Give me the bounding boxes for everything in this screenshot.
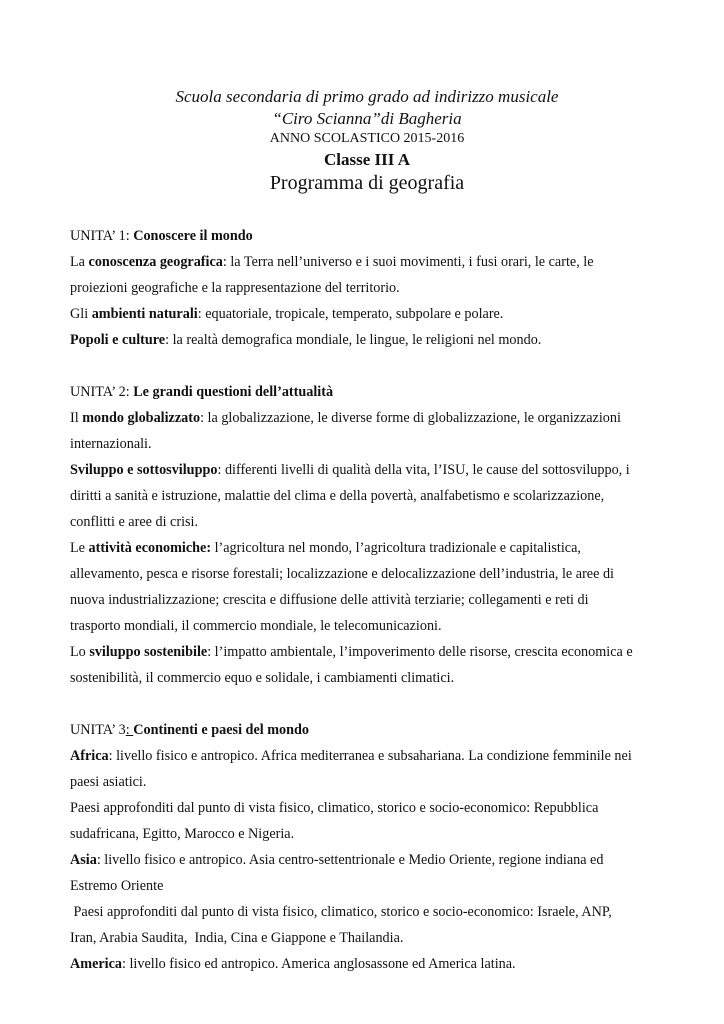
unit-2-line [70,457,674,483]
keyword: conoscenza geografica [88,254,223,270]
unit-3-colon: : [125,722,134,738]
text-span: : livello fisico e antropico. Asia centro-settentrionale e Medio Oriente, regione indiana ed [96,852,604,868]
class-title: Classe III A [324,150,410,169]
text-span: Le [70,540,89,556]
unit-3-title: Continenti e paesi del mondo [133,722,310,738]
unit-2-line: sostenibilità, il commercio equo e solidale, i cambiamenti climatici. [70,670,455,686]
unit-3-line: Paesi approfonditi dal punto di vista fisico, climatico, storico e socio-economico: Israele, ANP, [70,904,612,920]
text-span: Gli [70,306,92,322]
unit-1-line [70,301,674,327]
program-title: Programma di geografia [269,172,465,194]
unit-3-prefix: UNITA’ 3 [70,722,126,738]
text-span: : differenti livelli di qualità della vita, l’ISU, le cause del sottosviluppo, i [217,462,630,478]
unit-3-section [70,717,674,977]
unit-3-line: paesi asiatici. [70,774,147,790]
unit-1-line: proiezioni geografiche e la rappresentazione del territorio. [70,280,400,296]
unit-2-title: Le grandi questioni dell’attualità [133,384,334,400]
document-body [70,223,674,977]
unit-2-line: nuova industrializzazione; crescita e diffusione delle attività terziarie; collegamenti e reti di [70,592,589,608]
keyword: America [70,956,122,972]
unit-2-heading [70,379,674,405]
unit-2-prefix: UNITA’ 2: [70,384,134,400]
keyword: sviluppo sostenibile [89,644,208,660]
text-span: La [70,254,89,270]
text-span: l’agricoltura nel mondo, l’agricoltura tradizionale e capitalistica, [211,540,581,556]
unit-1-line [70,249,674,275]
keyword: ambienti naturali [91,306,198,322]
unit-1-title: Conoscere il mondo [133,228,253,244]
unit-3-line [70,847,674,873]
unit-3-line: sudafricana, Egitto, Marocco e Nigeria. [70,826,295,842]
school-name: “Ciro Scianna”di Bagheria [272,109,462,128]
text-span: : la realtà demografica mondiale, le lingue, le religioni nel mondo. [165,332,542,348]
text-span: Lo [70,644,90,660]
text-span: : equatoriale, tropicale, temperato, subpolare e polare. [197,306,504,322]
section-gap [70,691,674,717]
unit-2-line: conflitti e aree di crisi. [70,514,199,530]
school-year: ANNO SCOLASTICO 2015-2016 [269,131,465,146]
unit-3-heading [70,717,674,743]
text-span: : l’impatto ambientale, l’impoverimento delle risorse, crescita economica e [207,644,633,660]
keyword: Africa [70,748,109,764]
unit-3-line [70,743,674,769]
unit-3-line: Estremo Oriente [70,878,164,894]
section-gap [70,353,674,379]
unit-2-line [70,639,674,665]
text-span: : livello fisico e antropico. Africa mediterranea e subsahariana. La condizione femminile nei [108,748,632,764]
unit-1-section [70,223,674,353]
keyword: mondo globalizzato [82,410,201,426]
school-type: Scuola secondaria di primo grado ad indirizzo musicale [175,87,559,106]
unit-1-heading [70,223,674,249]
keyword: Popoli e culture [70,332,166,348]
keyword: attività economiche: [88,540,212,556]
unit-2-line: allevamento, pesca e risorse forestali; localizzazione e delocalizzazione dell’industria, le aree di [70,566,614,582]
unit-1-line [70,327,674,353]
keyword: Sviluppo e sottosviluppo [70,462,218,478]
unit-1-prefix: UNITA’ 1: [70,228,134,244]
unit-3-line: Iran, Arabia Saudita, India, Cina e Giappone e Thailandia. [70,930,404,946]
text-span: : la Terra nell’universo e i suoi movimenti, i fusi orari, le carte, le [222,254,594,270]
unit-2-line: diritti a sanità e istruzione, malattie del clima e della povertà, analfabetismo e scolarizzazione, [70,488,605,504]
unit-3-line [70,951,674,977]
unit-2-line: trasporto mondiali, il commercio mondiale, le telecomunicazioni. [70,618,442,634]
keyword: Asia [70,852,97,868]
text-span: : la globalizzazione, le diverse forme di globalizzazione, le organizzazioni [200,410,621,426]
unit-2-section [70,379,674,691]
unit-2-line: internazionali. [70,436,152,452]
unit-2-line [70,535,674,561]
unit-2-line [70,405,674,431]
text-span: Il [70,410,83,426]
text-span: : livello fisico ed antropico. America anglosassone ed America latina. [122,956,516,972]
document-header [60,86,674,196]
unit-3-line: Paesi approfonditi dal punto di vista fisico, climatico, storico e socio-economico: Repubblica [70,800,599,816]
